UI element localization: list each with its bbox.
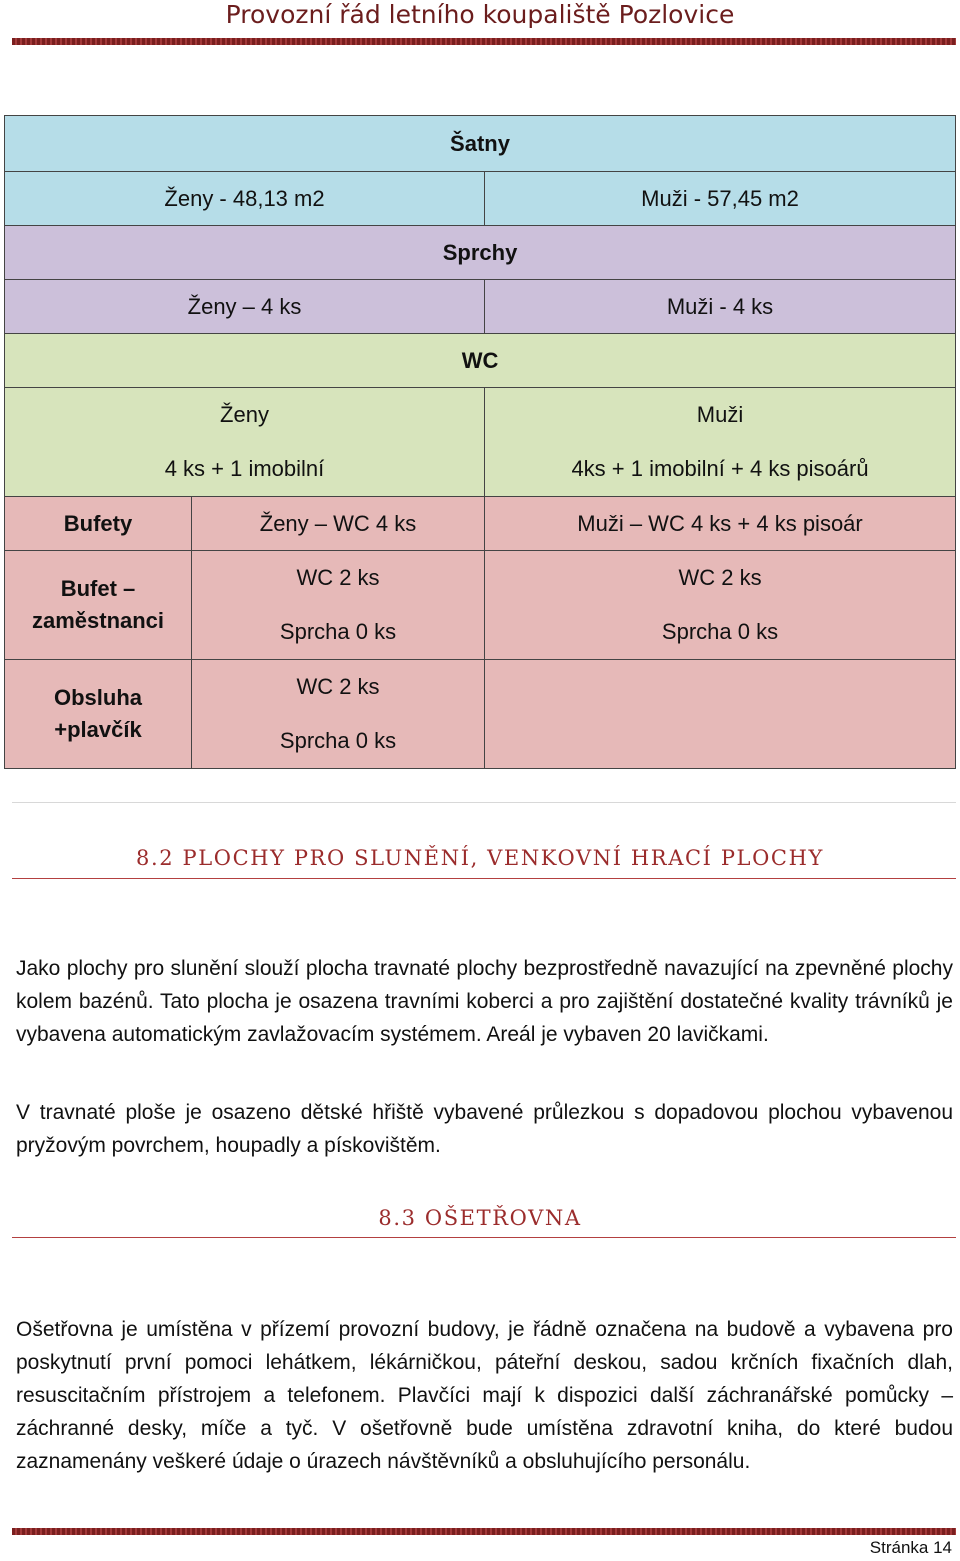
facilities-table: [4, 115, 956, 769]
bufet-zamestnanci-right-wc: WC 2 ks: [678, 565, 762, 590]
satny-header: Šatny: [5, 116, 956, 172]
table-row: [5, 660, 956, 769]
section-8-2-paragraph-2: V travnaté ploše je osazeno dětské hřiště vybavené průlezkou s dopadovou plochou vybavenou pryžovým povrchem, houpadly a pískovištěm.: [16, 1101, 953, 1157]
wc-muzi-count: 4ks + 1 imobilní + 4 ks pisoárů: [571, 456, 869, 481]
table-row: [5, 334, 956, 388]
satny-zeny: Ženy - 48,13 m2: [5, 172, 485, 226]
section-rule-8-2: [12, 878, 956, 879]
bufet-zamestnanci-right: [485, 551, 956, 660]
table-row: [5, 551, 956, 660]
wc-zeny-cell: [5, 388, 485, 497]
obsluha-sprcha: Sprcha 0 ks: [279, 728, 397, 753]
footer-rule: [12, 1528, 956, 1535]
obsluha-label: Obsluha +plavčík: [5, 660, 192, 769]
bufet-zamestnanci-left: [192, 551, 485, 660]
bufet-zamestnanci-left-wc: WC 2 ks: [296, 565, 380, 590]
bufet-zamestnanci-left-sprcha: Sprcha 0 ks: [279, 619, 397, 644]
table-row: [5, 388, 956, 497]
bufet-zamestnanci-label: Bufet – zaměstnanci: [5, 551, 192, 660]
document-header-title: Provozní řád letního koupaliště Pozlovice: [225, 0, 735, 29]
wc-muzi-label: Muži: [696, 402, 744, 427]
table-row: [5, 497, 956, 551]
obsluha-cell: [192, 660, 485, 769]
sprchy-muzi: Muži - 4 ks: [485, 280, 956, 334]
bufety-zeny: Ženy – WC 4 ks: [192, 497, 485, 551]
sprchy-header: Sprchy: [5, 226, 956, 280]
separator: [12, 802, 956, 803]
section-8-3-paragraph: Ošetřovna je umístěna v přízemí provozní budovy, je řádně označena na budově a vybavena pro poskytnutí první pomoci lehátkem, lékárničkou, páteřní deskou, sadou krčních fixačních dlah, resuscitačním přístrojem a telefonem. Plavčíci mají k dispozici další záchranářské pomůcky – záchranné desky, míče a tyč. V ošetřovně bude umístěna zdravotní kniha, do které budou zaznamenány veškeré údaje o úrazech návštěvníků a obsluhujícího personálu.: [16, 1318, 953, 1473]
section-heading-8-3: 8.3 OŠETŘOVNA: [378, 1206, 582, 1230]
header-rule: [12, 38, 956, 45]
page-number: Stránka 14: [869, 1538, 952, 1557]
bufety-label: Bufety: [5, 497, 192, 551]
satny-muzi: Muži - 57,45 m2: [485, 172, 956, 226]
table-row: [5, 172, 956, 226]
bufety-muzi: Muži – WC 4 ks + 4 ks pisoár: [485, 497, 956, 551]
table-row: [5, 280, 956, 334]
sprchy-zeny: Ženy – 4 ks: [5, 280, 485, 334]
table-row: [5, 226, 956, 280]
section-rule-8-3: [12, 1237, 956, 1238]
section-heading-8-2: 8.2 PLOCHY PRO SLUNĚNÍ, VENKOVNÍ HRACÍ PLOCHY: [136, 846, 824, 870]
wc-zeny-label: Ženy: [220, 402, 269, 427]
table-row: [5, 116, 956, 172]
bufet-zamestnanci-right-sprcha: Sprcha 0 ks: [661, 619, 779, 644]
wc-header: WC: [5, 334, 956, 388]
obsluha-empty-cell: [485, 660, 956, 769]
wc-zeny-count: 4 ks + 1 imobilní: [164, 456, 325, 481]
section-8-2-paragraph-1: Jako plochy pro slunění slouží plocha travnaté plochy bezprostředně navazující na zpevněné plochy kolem bazénů. Tato plocha je osazena travními koberci a pro zajištění dostatečné kvality trávníků je vybavena automatickým zavlažovacím systémem. Areál je vybaven 20 lavičkami.: [16, 957, 953, 1046]
wc-muzi-cell: [485, 388, 956, 497]
obsluha-wc: WC 2 ks: [296, 674, 380, 699]
